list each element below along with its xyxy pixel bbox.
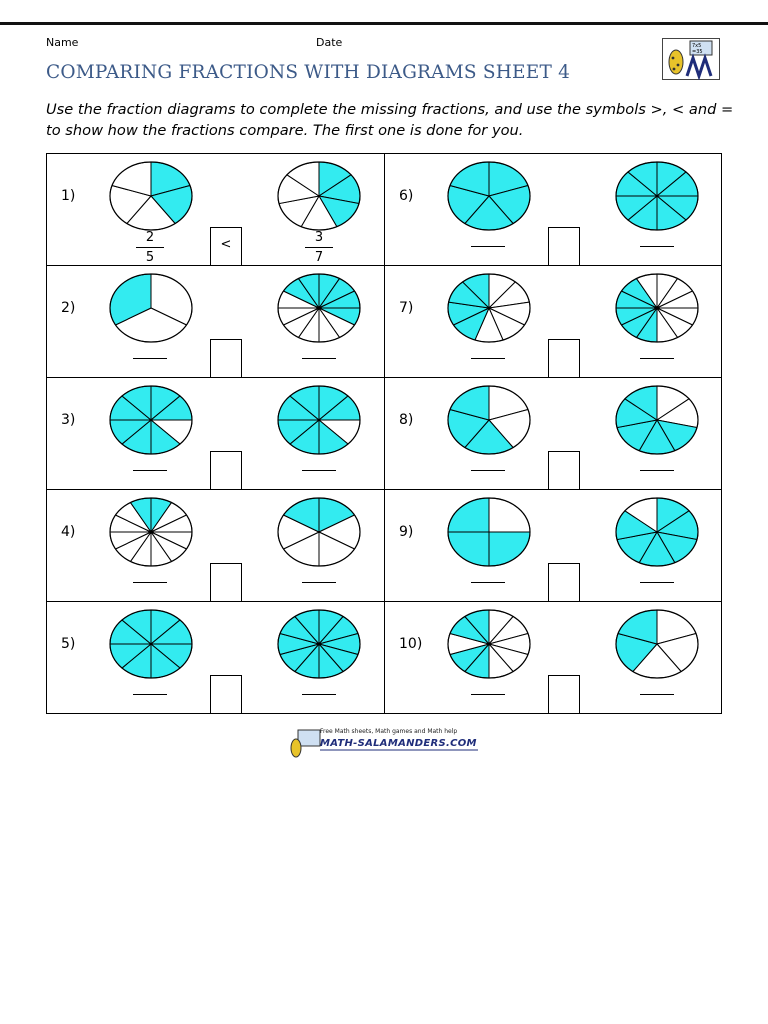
comparison-box[interactable]: < bbox=[210, 227, 242, 265]
fraction-pie-icon bbox=[445, 495, 533, 569]
question-cell bbox=[384, 378, 721, 490]
footer-tagline: Free Math sheets, Math games and Math help bbox=[320, 728, 458, 735]
svg-text:7x5: 7x5 bbox=[692, 43, 702, 49]
question-number: 3) bbox=[61, 412, 76, 428]
answer-blank[interactable] bbox=[471, 582, 505, 583]
answer-blank[interactable] bbox=[471, 246, 505, 247]
fraction-pie-icon bbox=[107, 383, 195, 457]
answer-blank[interactable] bbox=[302, 470, 336, 471]
fraction-pie-icon bbox=[445, 607, 533, 681]
question-number: 5) bbox=[61, 636, 76, 652]
fraction-pie-icon bbox=[445, 159, 533, 233]
fraction-pie-icon bbox=[275, 383, 363, 457]
question-cell bbox=[47, 490, 384, 602]
page-title: COMPARING FRACTIONS WITH DIAGRAMS SHEET 4 bbox=[46, 62, 571, 83]
fraction-bar bbox=[305, 247, 333, 248]
svg-text:=35: =35 bbox=[692, 49, 703, 55]
fraction-pie-icon bbox=[613, 383, 701, 457]
question-cell bbox=[384, 602, 721, 714]
comparison-box[interactable] bbox=[210, 675, 242, 713]
answer-blank[interactable] bbox=[133, 470, 167, 471]
fraction-pie-icon bbox=[107, 495, 195, 569]
fraction-pie-icon bbox=[275, 159, 363, 233]
answer-blank[interactable] bbox=[640, 694, 674, 695]
fraction-pie-icon bbox=[275, 495, 363, 569]
question-number: 10) bbox=[399, 636, 423, 652]
question-cell bbox=[47, 154, 384, 266]
fraction-pie-icon bbox=[107, 159, 195, 233]
fraction-answer bbox=[130, 229, 170, 266]
name-label: Name bbox=[46, 36, 79, 49]
numerator: 3 bbox=[314, 230, 324, 245]
answer-blank[interactable] bbox=[133, 582, 167, 583]
answer-blank[interactable] bbox=[640, 358, 674, 359]
fraction-answer bbox=[299, 229, 339, 266]
comparison-box[interactable] bbox=[548, 563, 580, 601]
answer-blank[interactable] bbox=[302, 358, 336, 359]
question-number: 6) bbox=[399, 188, 414, 204]
denominator: 7 bbox=[314, 250, 324, 265]
answer-blank[interactable] bbox=[471, 470, 505, 471]
instructions: Use the fraction diagrams to complete the missing fractions, and use the symbols >, < and = to show how the fractions compare. The first one is done for you. bbox=[46, 101, 734, 139]
fraction-pie-icon bbox=[445, 271, 533, 345]
question-number: 9) bbox=[399, 524, 414, 540]
answer-blank[interactable] bbox=[302, 694, 336, 695]
fraction-pie-icon bbox=[275, 271, 363, 345]
answer-blank[interactable] bbox=[640, 246, 674, 247]
fraction-pie-icon bbox=[445, 383, 533, 457]
comparison-box[interactable] bbox=[210, 339, 242, 377]
question-cell bbox=[384, 154, 721, 266]
fraction-pie-icon bbox=[613, 159, 701, 233]
fraction-pie-icon bbox=[275, 607, 363, 681]
top-rule bbox=[0, 22, 768, 25]
answer-blank[interactable] bbox=[302, 582, 336, 583]
question-number: 1) bbox=[61, 188, 76, 204]
answer-blank[interactable] bbox=[640, 470, 674, 471]
comparison-box[interactable] bbox=[210, 563, 242, 601]
question-number: 2) bbox=[61, 300, 76, 316]
question-number: 4) bbox=[61, 524, 76, 540]
comparison-box[interactable] bbox=[548, 451, 580, 489]
numerator: 2 bbox=[145, 230, 155, 245]
question-cell bbox=[47, 266, 384, 378]
question-cell bbox=[47, 378, 384, 490]
comparison-box[interactable] bbox=[548, 675, 580, 713]
fraction-pie-icon bbox=[613, 495, 701, 569]
question-number: 8) bbox=[399, 412, 414, 428]
comparison-box[interactable] bbox=[548, 227, 580, 265]
answer-blank[interactable] bbox=[471, 694, 505, 695]
answer-blank[interactable] bbox=[133, 694, 167, 695]
fraction-pie-icon bbox=[613, 271, 701, 345]
comparison-box[interactable] bbox=[548, 339, 580, 377]
fraction-bar bbox=[136, 247, 164, 248]
answer-blank[interactable] bbox=[133, 358, 167, 359]
footer-brand: MATH-SALAMANDERS.COM bbox=[320, 738, 477, 749]
fraction-pie-icon bbox=[613, 607, 701, 681]
question-cell bbox=[384, 490, 721, 602]
question-cell bbox=[384, 266, 721, 378]
comparison-box[interactable] bbox=[210, 451, 242, 489]
answer-blank[interactable] bbox=[640, 582, 674, 583]
questions-grid bbox=[46, 153, 722, 714]
denominator: 5 bbox=[145, 250, 155, 265]
fraction-pie-icon bbox=[107, 271, 195, 345]
fraction-pie-icon bbox=[107, 607, 195, 681]
question-number: 7) bbox=[399, 300, 414, 316]
salamander-logo-icon bbox=[662, 38, 720, 80]
answer-blank[interactable] bbox=[471, 358, 505, 359]
date-label: Date bbox=[316, 36, 343, 49]
question-cell bbox=[47, 602, 384, 714]
